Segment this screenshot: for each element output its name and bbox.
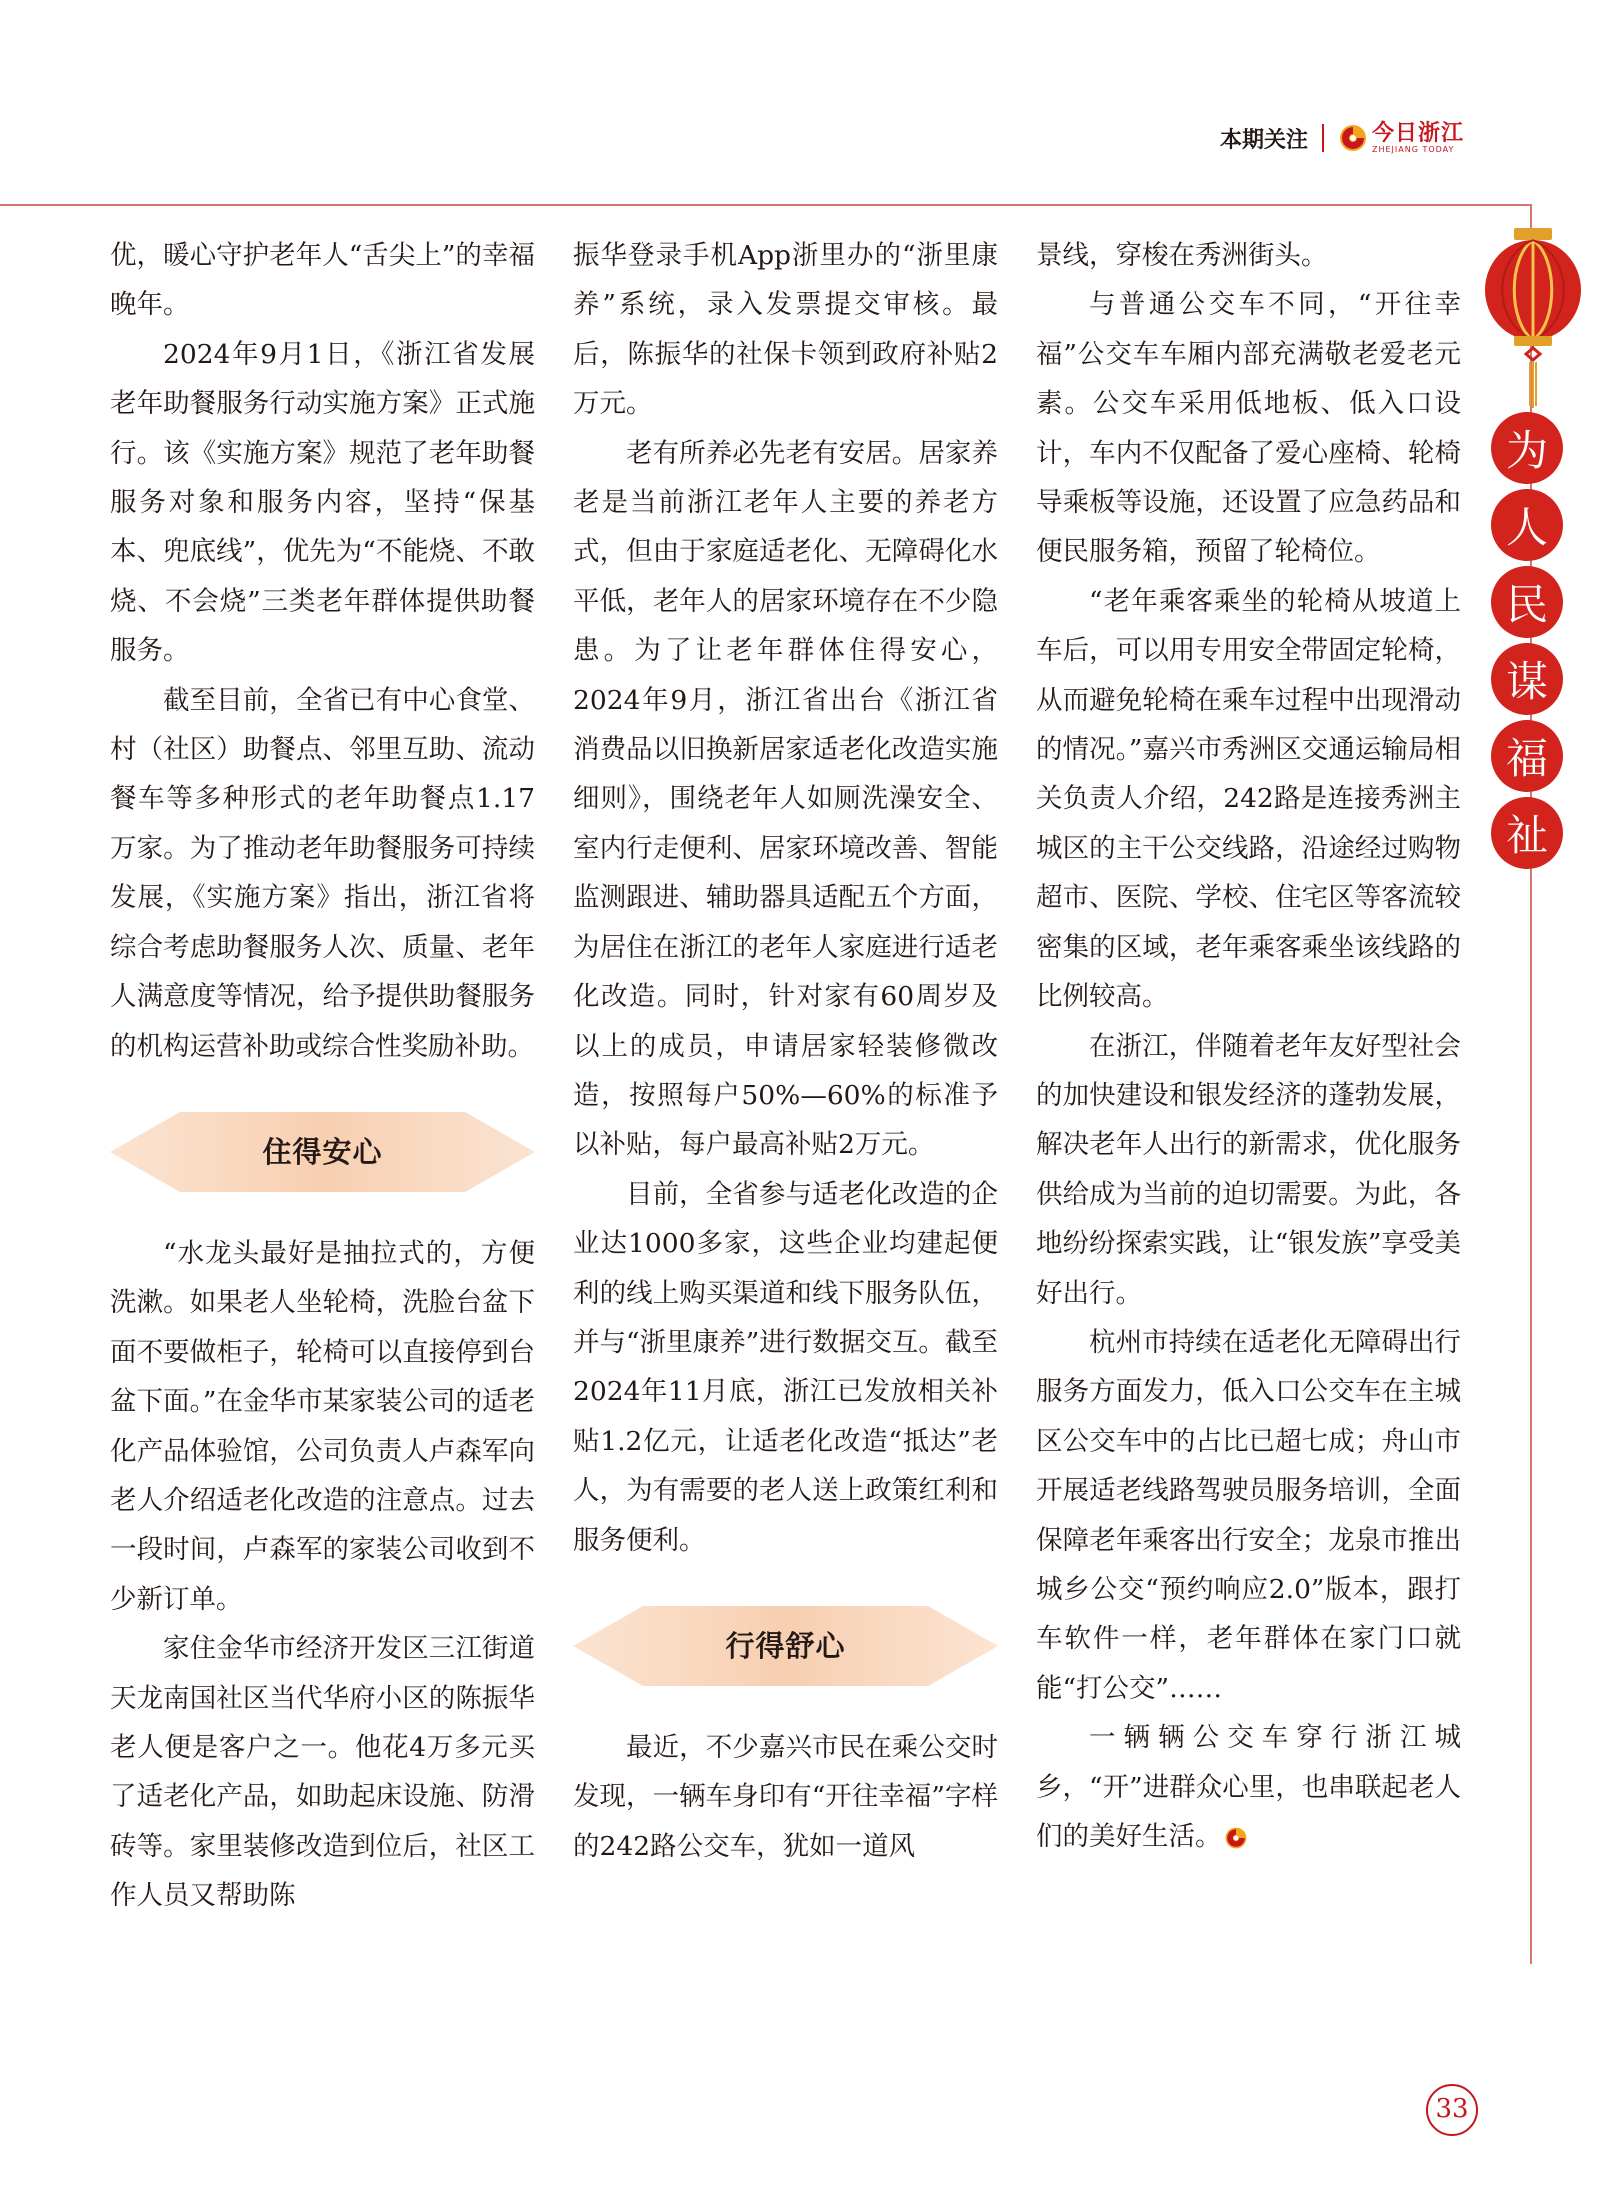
- paragraph: “水龙头最好是抽拉式的，方便洗漱。如果老人坐轮椅，洗脸台盆下面不要做柜子，轮椅可以直接停到台盆下面。”在金华市某家装公司的适老化产品体验馆，公司负责人卢森军向老人介绍适老化改造的注意点。过去一段时间，卢森军的家装公司收到不少新订单。: [110, 1237, 535, 1615]
- article-column-1: [110, 231, 535, 1921]
- heading-text: 住得安心: [262, 1134, 383, 1169]
- paragraph: 振华登录手机App浙里办的“浙里康养”系统，录入发票提交审核。最后，陈振华的社保卡领到政府补贴2万元。: [573, 240, 998, 420]
- logo-english: ZHEJIANG TODAY: [1371, 145, 1455, 154]
- paragraph: 截至目前，全省已有中心食堂、村（社区）助餐点、邻里互助、流动餐车等多种形式的老年助餐点1.17万家。为了推动老年助餐服务可持续发展，《实施方案》指出，浙江省将综合考虑助餐服务人次、质量、老年人满意度等情况，给予提供助餐服务的机构运营补助或综合性奖励补助。: [110, 684, 535, 1062]
- page-header: [1220, 118, 1464, 158]
- paragraph: 目前，全省参与适老化改造的企业达1000多家，这些企业均建起便利的线上购买渠道和线下服务队伍，并与“浙里康养”进行数据交互。截至2024年11月底，浙江已发放相关补贴1.2亿元，让适老化改造“抵达”老人，为有需要的老人送上政策红利和服务便利。: [573, 1178, 998, 1556]
- side-title-char: 民: [1491, 566, 1563, 638]
- heading-text: 行得舒心: [725, 1628, 846, 1663]
- paragraph: 在浙江，伴随着老年友好型社会的加快建设和银发经济的蓬勃发展，解决老年人出行的新需求，优化服务供给成为当前的迫切需要。为此，各地纷纷探索实践，让“银发族”享受美好出行。: [1036, 1030, 1461, 1309]
- paragraph: 与普通公交车不同，“开往幸福”公交车车厢内部充满敬老爱老元素。公交车采用低地板、低入口设计，车内不仅配备了爱心座椅、轮椅导乘板等设施，还设置了应急药品和便民服务箱，预留了轮椅位。: [1036, 289, 1461, 568]
- section-heading-live: [110, 1109, 535, 1195]
- paragraph: 杭州市持续在适老化无障碍出行服务方面发力，低入口公交车在主城区公交车中的占比已超七成；舟山市开展适老线路驾驶员服务培训，全面保障老年乘客出行安全；龙泉市推出城乡公交“预约响应2.0”版本，跟打车软件一样，老年群体在家门口就能“打公交”……: [1036, 1326, 1461, 1704]
- end-mark-icon: [1224, 1826, 1248, 1850]
- side-title-char: 谋: [1491, 643, 1563, 715]
- paragraph: 优，暖心守护老年人“舌尖上”的幸福晚年。: [110, 240, 535, 321]
- article-column-3: [1036, 231, 1461, 1861]
- side-title-char: 祉: [1491, 797, 1563, 869]
- paragraph-text: 一辆辆公交车穿行浙江城乡，“开”进群众心里，也串联起老人们的美好生活。: [1036, 1722, 1461, 1852]
- section-label: 本期关注: [1219, 127, 1308, 153]
- logo-swirl-icon: [1338, 123, 1368, 153]
- side-title-char: 人: [1491, 489, 1563, 561]
- article-column-2: [573, 231, 998, 1871]
- section-heading-travel: [573, 1603, 998, 1689]
- page-number: 33: [1426, 2084, 1478, 2136]
- lantern-icon: [1478, 228, 1588, 408]
- header-divider: [1322, 124, 1324, 152]
- paragraph: 老有所养必先老有安居。居家养老是当前浙江老年人主要的养老方式，但由于家庭适老化、无障碍化水平低，老年人的居家环境存在不少隐患。为了让老年群体住得安心，2024年9月，浙江省出台《浙江省消费品以旧换新居家适老化改造实施细则》，围绕老年人如厕洗澡安全、室内行走便利、居家环境改善、智能监测跟进、辅助器具适配五个方面，为居住在浙江的老年人家庭进行适老化改造。同时，针对家有60周岁及以上的成员，申请居家轻装修微改造，按照每户50%—60%的标准予以补贴，每户最高补贴2万元。: [573, 437, 998, 1161]
- top-rule: [0, 204, 1532, 206]
- final-paragraph: [1036, 1713, 1461, 1861]
- side-title: [1491, 412, 1571, 874]
- paragraph: 最近，不少嘉兴市民在乘公交时发现，一辆车身印有“开往幸福”字样的242路公交车，犹如一道风: [573, 1731, 998, 1862]
- paragraph: 景线，穿梭在秀洲街头。: [1036, 240, 1328, 271]
- paragraph: “老年乘客乘坐的轮椅从坡道上车后，可以用专用安全带固定轮椅，从而避免轮椅在乘车过程中出现滑动的情况。”嘉兴市秀洲区交通运输局相关负责人介绍，242路是连接秀洲主城区的主干公交线路，沿途经过购物超市、医院、学校、住宅区等客流较密集的区域，老年乘客乘坐该线路的比例较高。: [1036, 585, 1461, 1013]
- paragraph: 2024年9月1日，《浙江省发展老年助餐服务行动实施方案》正式施行。该《实施方案》规范了老年助餐服务对象和服务内容，坚持“保基本、兜底线”，优先为“不能烧、不敢烧、不会烧”三类老年群体提供助餐服务。: [110, 338, 535, 667]
- paragraph: 家住金华市经济开发区三江街道天龙南国社区当代华府小区的陈振华老人便是客户之一。他花4万多元买了适老化产品，如助起床设施、防滑砖等。家里装修改造到位后，社区工作人员又帮助陈: [110, 1633, 535, 1912]
- magazine-logo: [1338, 122, 1464, 154]
- side-title-char: 为: [1491, 412, 1563, 484]
- logo-name: 今日浙江: [1371, 120, 1464, 146]
- side-title-char: 福: [1491, 720, 1563, 792]
